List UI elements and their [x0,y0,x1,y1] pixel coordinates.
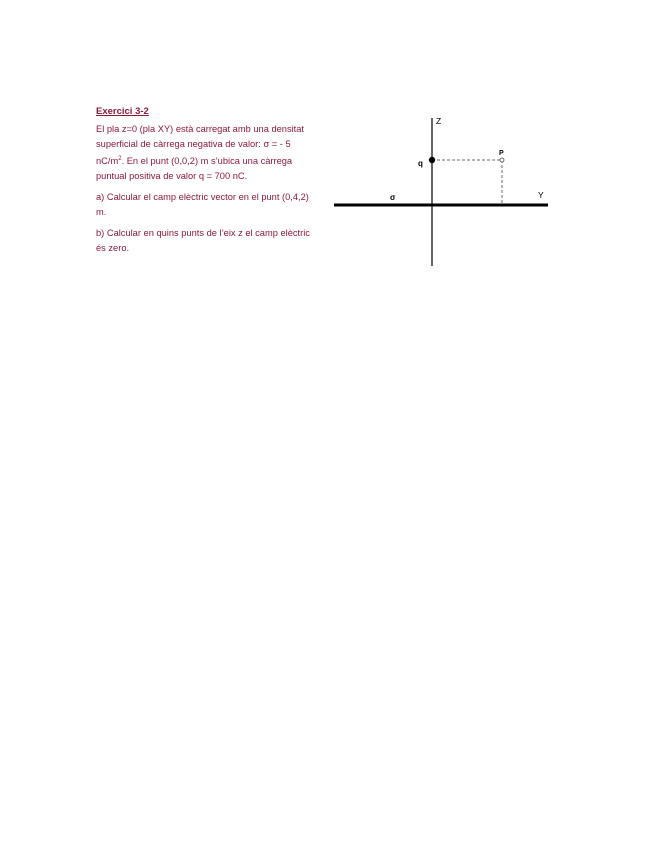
exercise-block [96,104,310,262]
exercise-part-b: b) Calcular en quins punts de l’eix z el camp elèctric és zero. [96,228,310,254]
statement-superscript: 2 [118,156,122,162]
exercise-statement [96,122,310,184]
z-axis-label: Z [436,116,442,126]
sigma-label: σ [390,193,396,202]
charge-label: q [418,159,423,168]
charge-dot [429,157,435,163]
statement-text-continued: . En el punt (0,0,2) m s’ubica una càrrega puntual positiva de valor q = 700 nC. [96,156,293,182]
point-p-label: P [499,150,504,157]
exercise-title: Exercici 3-2 [96,106,149,117]
field-diagram [330,110,555,275]
y-axis-label: Y [538,190,544,200]
statement-text: El pla z=0 (pla XY) està carregat amb una densitat superficial de càrrega negativa de valor: σ = - 5 nC/m [96,124,305,167]
exercise-part-a: a) Calcular el camp elèctric vector en el punt (0,4,2) m. [96,192,309,218]
point-p-marker [500,158,504,162]
